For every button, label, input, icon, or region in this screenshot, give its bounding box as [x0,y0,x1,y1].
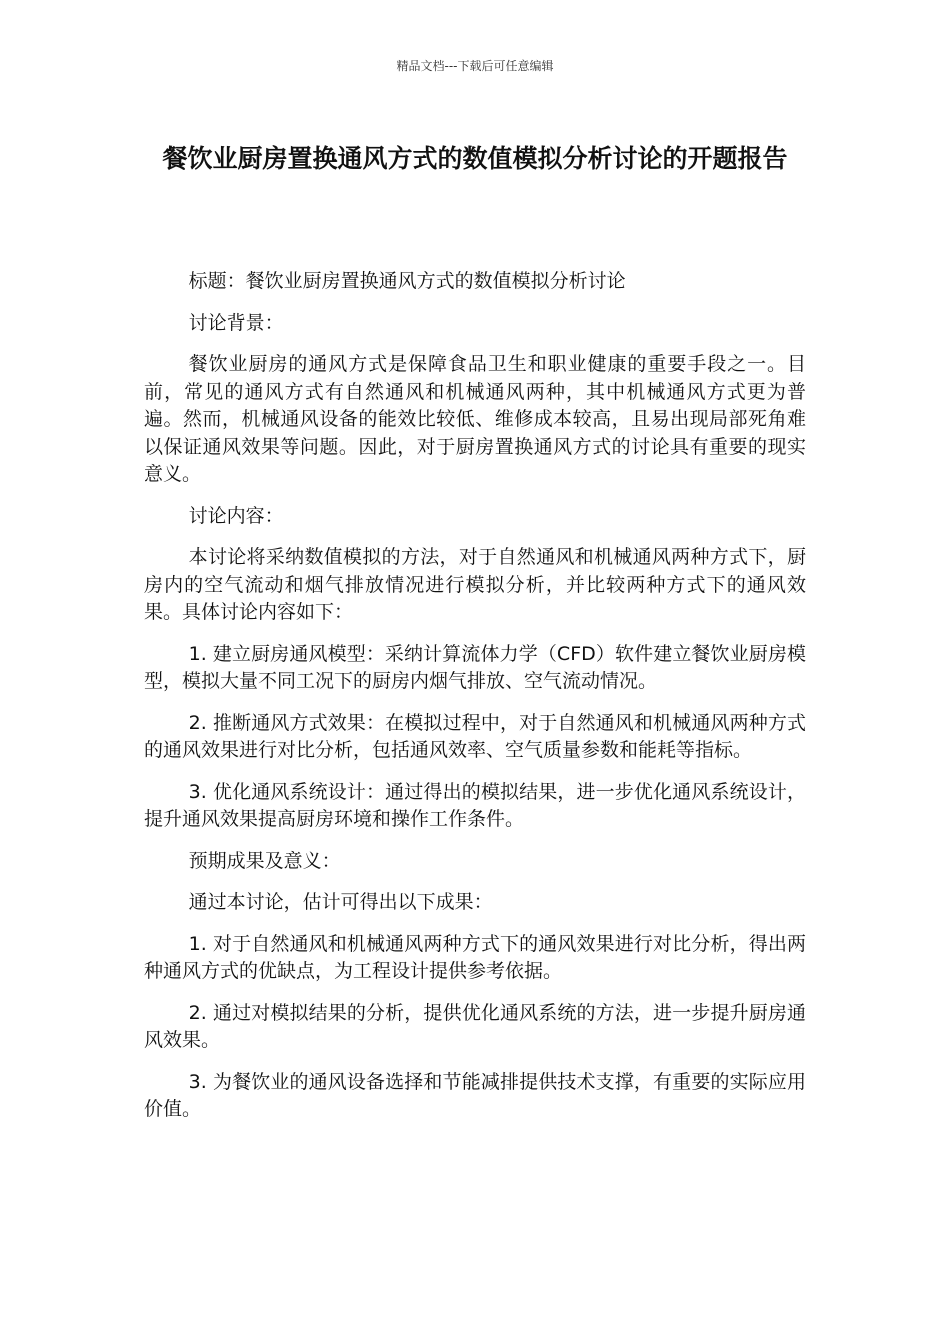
page-header: 精品文档---下载后可任意编辑 [396,59,554,73]
list-item-content-2: 2. 推断通风方式效果：在模拟过程中，对于自然通风和机械通风两种方式的通风效果进行对比分析，包括通风效率、空气质量参数和能耗等指标。 [144,711,806,761]
paragraph-subject: 标题：餐饮业厨房置换通风方式的数值模拟分析讨论 [188,270,626,292]
paragraph-outcomes-intro: 通过本讨论，估计可得出以下成果： [188,891,493,913]
document-body [144,268,806,1138]
paragraph-background: 餐饮业厨房的通风方式是保障食品卫生和职业健康的重要手段之一。目前，常见的通风方式有自然通风和机械通风两种，其中机械通风方式更为普遍。然而，机械通风设备的能效比较低、维修成本较高，且易出现局部死角难以保证通风效果等问题。因此，对于厨房置换通风方式的讨论具有重要的现实意义。 [144,353,806,485]
paragraph-content-intro: 本讨论将采纳数值模拟的方法，对于自然通风和机械通风两种方式下，厨房内的空气流动和烟气排放情况进行模拟分析，并比较两种方式下的通风效果。具体讨论内容如下： [144,546,806,623]
heading-background: 讨论背景： [188,311,284,334]
list-item-outcome-2: 2. 通过对模拟结果的分析，提供优化通风系统的方法，进一步提升厨房通风效果。 [144,1001,806,1051]
list-item-content-3: 3. 优化通风系统设计：通过得出的模拟结果，进一步优化通风系统设计，提升通风效果提高厨房环境和操作工作条件。 [144,780,806,830]
heading-content: 讨论内容： [188,504,284,527]
list-item-outcome-3: 3. 为餐饮业的通风设备选择和节能减排提供技术支撑，有重要的实际应用价值。 [144,1070,806,1120]
list-item-outcome-1: 1. 对于自然通风和机械通风两种方式下的通风效果进行对比分析，得出两种通风方式的优缺点，为工程设计提供参考依据。 [144,932,806,982]
heading-outcomes: 预期成果及意义： [188,849,341,872]
document-title: 餐饮业厨房置换通风方式的数值模拟分析讨论的开题报告 [162,144,788,173]
list-item-content-1: 1. 建立厨房通风模型：采纳计算流体力学（CFD）软件建立餐饮业厨房模型，模拟大量不同工况下的厨房内烟气排放、空气流动情况。 [144,642,806,692]
